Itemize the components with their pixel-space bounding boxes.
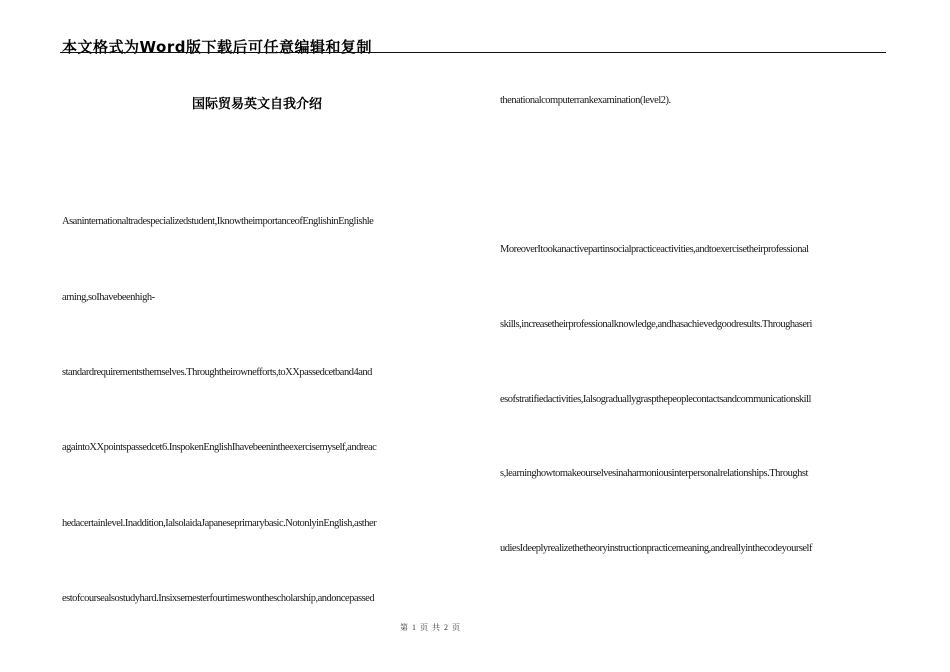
body-line: thenationalcomputerrankexamination(level2). bbox=[500, 95, 671, 106]
document-title: 国际贸易英文自我介绍 bbox=[192, 97, 323, 112]
page-number: 第 1 页 共 2 页 bbox=[400, 623, 461, 632]
body-line: hedacertainlevel.Inaddition,IalsolaidaJapaneseprimarybasic.NotonlyinEnglish,asther bbox=[62, 518, 377, 529]
body-line: s,learninghowtomakeourselvesinaharmoniousinterpersonalrelationships.Throughst bbox=[500, 468, 808, 479]
body-line: esofstratifiedactivities,Ialsograduallygraspthepeoplecontactsandcommunicationskill bbox=[500, 394, 811, 405]
body-line: MoreoverItookanactivepartinsocialpracticeactivities,andtoexercisetheirprofessional bbox=[500, 244, 809, 255]
body-line: udiesIdeeplyrealizethetheoryinstructionpracticemeaning,andreallyinthecodeyourself bbox=[500, 543, 812, 554]
header-rule bbox=[60, 52, 886, 53]
body-line: estofcoursealsostudyhard.Insixsemesterfourtimeswonthescholarship,andoncepassed bbox=[62, 593, 375, 604]
body-line: Asaninternationaltradespecializedstudent,IknowtheimportanceofEnglishinEnglishle bbox=[62, 216, 374, 227]
body-line: standardrequirementsthemselves.Throughtheirownefforts,toXXpassedcetband4and bbox=[62, 367, 372, 378]
body-line: arning,soIhavebeenhigh- bbox=[62, 292, 155, 303]
body-line: againtoXXpointspassedcet6.InspokenEnglishIhavebeenintheexercisemyself,andreac bbox=[62, 442, 377, 453]
body-line: skills,increasetheirprofessionalknowledge,andhasachievedgoodresults.Throughaseri bbox=[500, 319, 812, 330]
header-banner: 本文格式为Word版下载后可任意编辑和复制 bbox=[62, 38, 372, 56]
